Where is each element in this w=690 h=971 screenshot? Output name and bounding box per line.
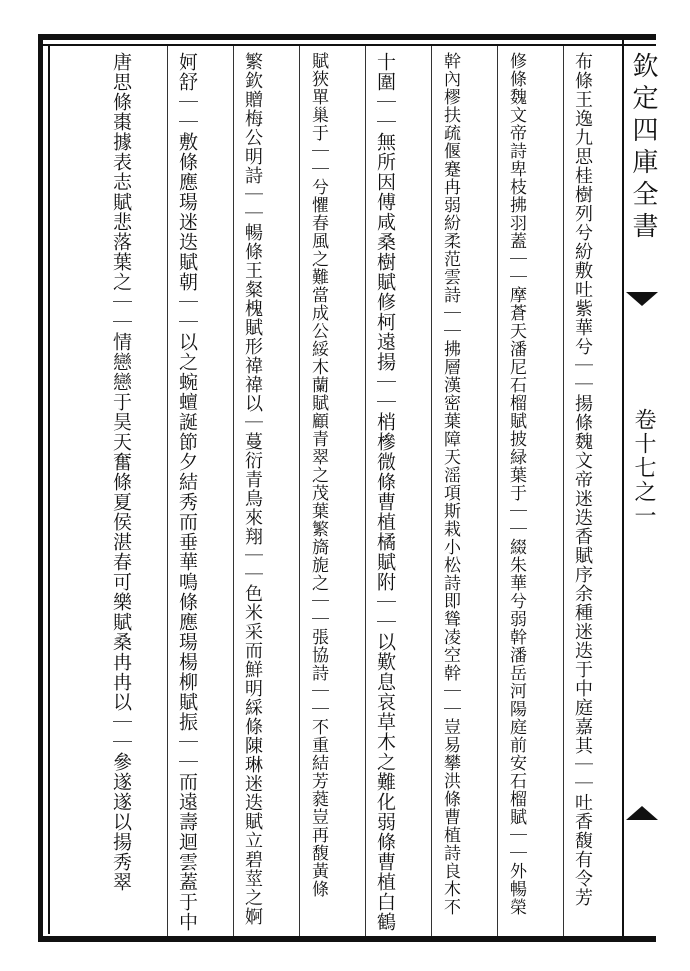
column-rule: [233, 46, 234, 936]
column-rule: [431, 46, 432, 936]
frame-border-bottom: [38, 936, 656, 942]
center-strip-line: [622, 40, 624, 936]
frame-border-left: [38, 34, 43, 942]
text-column-6: 繁欽贈梅公明詩｜｜暢條王粲槐賦形禕禕以｜蔓衍青鳥來翔｜｜色米采而鮮明綵條陳琳迷迭賦立碧莖之婀: [242, 52, 263, 926]
fish-tail-mark-upper: [626, 292, 658, 306]
fish-tail-mark-lower: [626, 806, 658, 820]
frame-border-top: [38, 34, 656, 40]
text-column-8: 唐思條棗據表志賦悲落葉之｜｜情戀戀于昊天奮條夏侯湛春可樂賦桑冉冉以｜｜參遂遂以揚秀翠: [110, 52, 132, 892]
text-column-4: 十圍｜｜無所因傅咸桑樹賦修柯遠揚｜｜梢槮微條曹植橘賦附｜｜以歎息哀草木之難化弱條曹植白鶴: [374, 52, 396, 932]
text-column-7: 妸舒｜｜敷條應瑒迷迭賦朝｜｜以之蜿蟺誕節夕結秀而垂華鳴條應瑒楊柳賦振｜｜而遠壽迴雲蓋于中: [176, 52, 198, 932]
column-rule: [167, 46, 168, 936]
text-column-3: 幹內樛扶疏偃蹇冉弱紛柔范雲詩｜｜拂層漢密葉障天滛項斯栽小松詩即聳凌空幹｜｜豈易攀洪條曹植詩良木不: [440, 52, 460, 916]
running-title: 欽定四庫全書: [628, 52, 658, 244]
juan-label: 卷十七之一: [631, 408, 656, 528]
column-rule: [365, 46, 366, 936]
text-column-2: 修條魏文帝詩卑枝拂羽蓋｜｜摩蒼天潘尼石榴賦披緑葉于｜｜綴朱華兮弱幹潘岳河陽庭前安石榴賦｜｜外暢榮: [506, 52, 526, 916]
column-rule: [299, 46, 300, 936]
frame-border-left-inner: [48, 44, 50, 934]
column-rule: [497, 46, 498, 936]
column-rule: [563, 46, 564, 936]
text-column-5: 賦狹單巢于｜｜兮懼春風之難當成公綏木蘭賦顧青翠之茂葉繁旖旎之｜｜張協詩｜｜不重結芳蕤豈再馥黃條: [308, 52, 328, 898]
text-column-1: 布條王逸九思桂樹列兮紛敷吐紫華兮｜｜揚條魏文帝迷迭香賦序余種迷迭于中庭嘉其｜｜吐香馥有令芳: [572, 52, 593, 907]
